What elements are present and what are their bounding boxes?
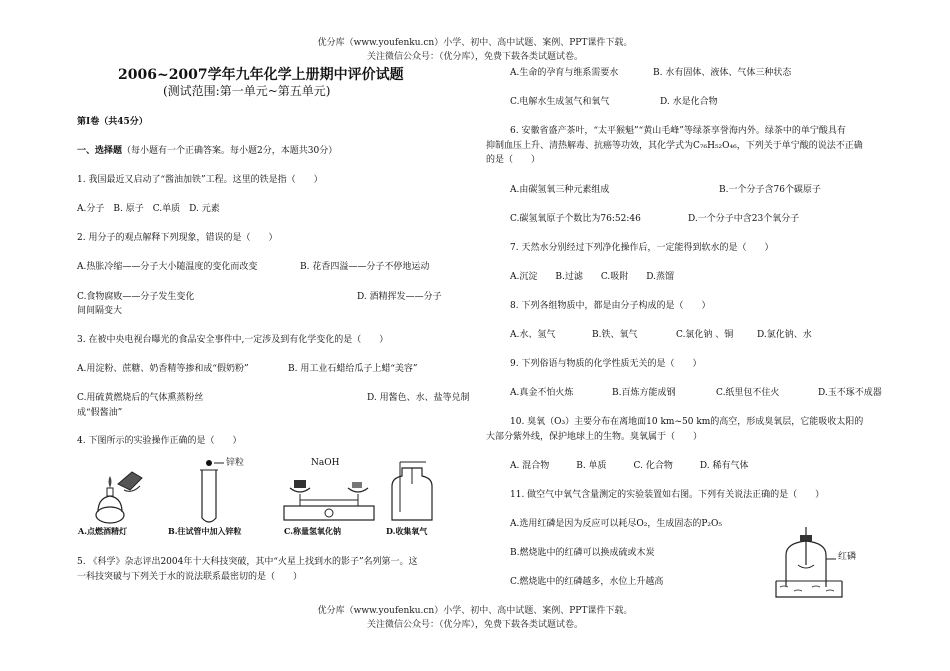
zinc-label: 锌粒 <box>226 458 245 468</box>
test-tube-figure <box>188 458 258 528</box>
question-9-option-a: A.真金不怕火炼 <box>510 388 574 398</box>
question-11-option-a: A.选用红磷是因为反应可以耗尽O₂，生成固态的P₂O₅ <box>510 519 722 529</box>
question-5-option-b: B. 水有固体、液体、气体三种状态 <box>653 68 792 78</box>
question-7-options: A.沉淀 B.过滤 C.吸附 D.蒸馏 <box>510 272 675 282</box>
question-6-option-b: B.一个分子含76个碳原子 <box>719 185 821 195</box>
question-11: 11. 做空气中氧气含量测定的实验装置如右图。下列有关说法正确的是（ ） <box>510 490 825 500</box>
question-5-option-a: A.生命的孕育与维系需要水 <box>510 68 619 78</box>
figure-a-caption: A.点燃酒精灯 <box>78 526 127 536</box>
question-4: 4. 下图所示的实验操作正确的是（ ） <box>77 436 242 446</box>
question-11-option-b: B.燃烧匙中的红磷可以换成硫或木炭 <box>510 548 655 558</box>
figure-d-caption: D.收集氧气 <box>386 526 428 536</box>
question-9-option-d: D.玉不琢不成器 <box>818 388 882 398</box>
footer-line1: 优分库（www.youfenku.cn）小学、初中、高中试题、案例、PPT课件下载。 <box>317 606 633 616</box>
question-5-line1: 5. 《科学》杂志评出2004年十大科技突破，其中“火星上找到水的影子”名列第一。这 <box>77 557 418 567</box>
question-6-line3: 的是（ ） <box>486 155 541 165</box>
figure-c-caption: C.称量氢氧化钠 <box>284 526 342 536</box>
question-8: 8. 下列各组物质中，都是由分子构成的是（ ） <box>510 301 711 311</box>
question-8-option-a: A.水、氢气 <box>510 330 556 340</box>
red-phosphorus-label: 红磷 <box>838 552 857 562</box>
question-2-option-a: A.热胀冷缩——分子大小随温度的变化而改变 <box>77 262 258 272</box>
question-6-option-c: C.碳氢氧原子个数比为76:52:46 <box>510 214 641 224</box>
section-heading: 第Ⅰ卷（共45分） <box>77 117 148 127</box>
question-2-option-d: D. 酒精挥发——分子 <box>357 292 442 302</box>
part1-note: （每小题有一个正确答案。每小题2分，本题共30分） <box>122 146 338 156</box>
question-8-option-c: C.氯化钠 、铜 <box>676 330 734 340</box>
question-11-option-c: C.燃烧匙中的红磷越多，水位上升越高 <box>510 577 664 587</box>
balance-figure <box>282 466 378 524</box>
question-10-line2: 大部分紫外线，保护地球上的生物。臭氧属于（ ） <box>486 432 703 442</box>
question-8-option-d: D.氯化钠、水 <box>757 330 812 340</box>
question-3-option-d: D. 用酱色、水、盐等兑制 <box>367 393 470 403</box>
question-9: 9. 下列俗语与物质的化学性质无关的是（ ） <box>510 359 702 369</box>
question-2-option-c: C.食物腐败——分子发生变化 <box>77 292 195 302</box>
figure-b-caption: B.往试管中加入锌粒 <box>168 526 242 536</box>
question-6-line2: 抑制血压上升、清热解毒、抗癌等功效，其化学式为C₇₆H₅₂O₄₆，下列关于单宁酸的说法不正确 <box>486 141 863 151</box>
question-6-line1: 6. 安徽省盛产茶叶，“太平猴魁”“黄山毛峰”等绿茶享誉海内外。绿茶中的单宁酸具有 <box>510 126 846 136</box>
question-3-option-c: C.用硫黄燃烧后的气体熏蒸粉丝 <box>77 393 204 403</box>
question-10-line1: 10. 臭氧（O₃）主要分布在离地面10 km~50 km的高空，形成臭氧层，它能吸收太阳的 <box>510 417 864 427</box>
question-10-options: A. 混合物 B. 单质 C. 化合物 D. 稀有气体 <box>510 461 749 471</box>
question-3-option-d-cont: 成“假酱油” <box>77 408 123 418</box>
question-6-option-d: D.一个分子中含23个氧分子 <box>688 214 800 224</box>
page-subtitle: (测试范围:第一单元~第五单元) <box>163 84 331 98</box>
page-title: 2006~2007学年九年化学上册期中评价试题 <box>118 67 404 83</box>
header-line1: 优分库（www.youfenku.cn）小学、初中、高中试题、案例、PPT课件下载。 <box>317 38 633 48</box>
question-9-option-b: B.百炼方能成钢 <box>612 388 676 398</box>
part1-heading <box>77 146 337 156</box>
question-2-option-d-cont: 间间隔变大 <box>77 306 123 316</box>
oxygen-apparatus-figure <box>772 525 870 603</box>
gas-bottle-figure <box>386 460 438 526</box>
question-3-option-a: A.用淀粉、蔗糖、奶香精等掺和成“假奶粉” <box>77 364 249 374</box>
question-2-option-b: B. 花香四溢——分子不停地运动 <box>300 262 430 272</box>
part1-title: 一、选择题 <box>77 146 123 156</box>
alcohol-lamp-figure <box>88 468 148 526</box>
question-8-option-b: B.铁、氧气 <box>592 330 638 340</box>
question-5-option-d: D. 水是化合物 <box>660 97 718 107</box>
question-1-options: A.分子 B. 原子 C.单质 D. 元素 <box>77 204 220 214</box>
naoh-label: NaOH <box>311 458 340 468</box>
question-2: 2. 用分子的观点解释下列现象，错误的是（ ） <box>77 233 278 243</box>
header-line2: 关注微信公众号：（优分库），免费下载各类试题试卷。 <box>366 52 583 62</box>
question-7: 7. 天然水分别经过下列净化操作后，一定能得到软水的是（ ） <box>510 243 774 253</box>
question-3-option-b: B. 用工业石蜡给瓜子上蜡“美容” <box>288 364 418 374</box>
footer-line2: 关注微信公众号：（优分库），免费下载各类试题试卷。 <box>366 620 583 630</box>
question-1: 1. 我国最近又启动了“酱油加铁”工程。这里的铁是指（ ） <box>77 175 323 185</box>
question-3: 3. 在被中央电视台曝光的食品安全事件中,一定涉及到有化学变化的是（ ） <box>77 335 389 345</box>
question-9-option-c: C.纸里包不住火 <box>716 388 780 398</box>
question-6-option-a: A.由碳氢氧三种元素组成 <box>510 185 610 195</box>
question-5-line2: 一科技突破与下列关于水的说法联系最密切的是（ ） <box>77 572 303 582</box>
question-5-option-c: C.电解水生成氢气和氧气 <box>510 97 610 107</box>
